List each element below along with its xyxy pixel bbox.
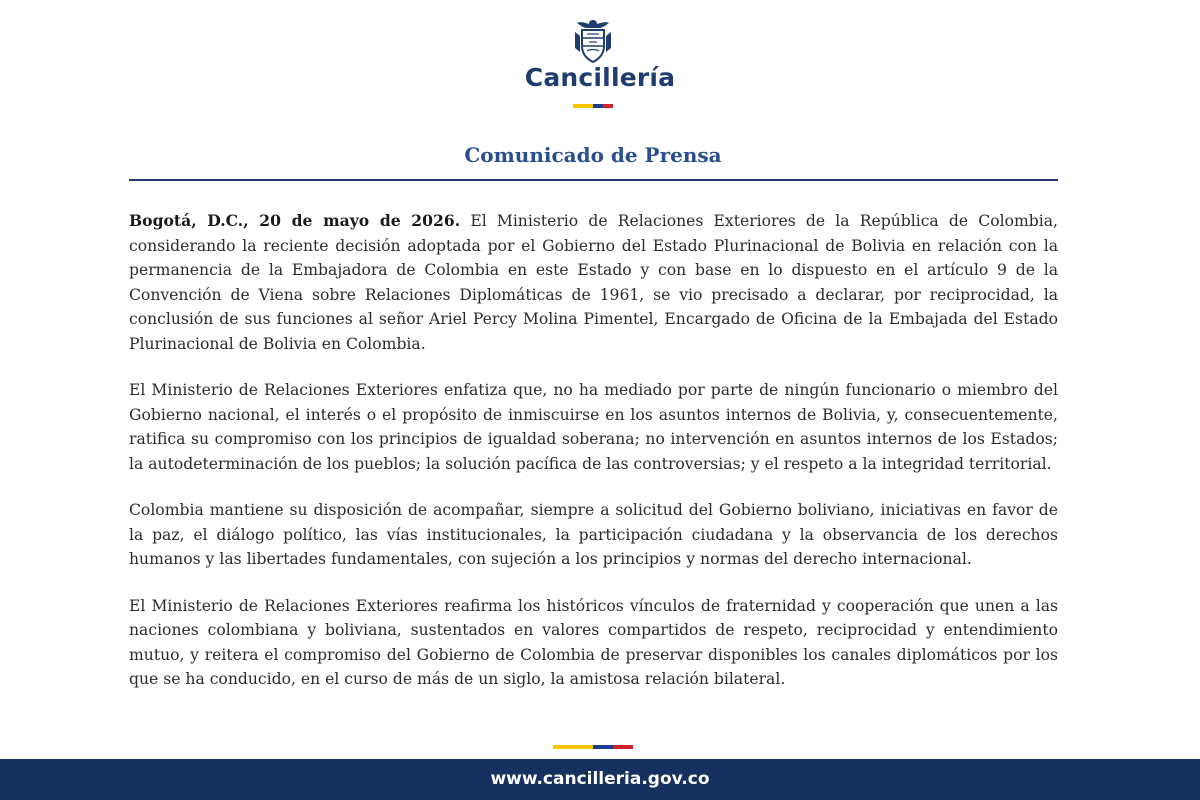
flag-red [603,104,613,108]
flag-yellow [573,104,593,108]
coat-of-arms-icon [571,18,615,64]
paragraph: Colombia mantiene su disposición de acompañar, siempre a solicitud del Gobierno boliviano, iniciativas en favor de la paz, el diálogo político, las vías institucionales, la participación ciudadana y la observancia de los derechos humanos y las libertades fundamentales, con sujeción a los principios y normas del derecho internacional. [129,501,1058,568]
website-link[interactable]: www.cancilleria.gov.co [490,769,710,789]
flag-blue [593,745,613,749]
flag-yellow [553,745,593,749]
dateline: Bogotá, D.C., 20 de mayo de 2026. [129,211,461,230]
flag-stripe [573,104,613,108]
paragraph: El Ministerio de Relaciones Exteriores enfatiza que, no ha mediado por parte de ningún funcionario o miembro del Gobierno nacional, el interés o el propósito de inmiscuirse en los asuntos internos de Bolivia, y, consecuentemente, ratifica su compromiso con los principios de igualdad soberana; no intervención en asuntos internos de los Estados; la autodeterminación de los pueblos; la solución pacífica de las controversias; y el respeto a la integridad territorial. [129,381,1058,473]
footer-bar [0,759,1200,800]
flag-stripe-bottom [553,745,633,749]
brand-wordmark: Cancillería [524,63,676,92]
title-divider [129,179,1058,181]
flag-red [613,745,633,749]
flag-blue [593,104,603,108]
press-release-body [129,209,1058,714]
paragraph-text: El Ministerio de Relaciones Exteriores de la República de Colombia, considerando la reciente decisión adoptada por el Gobierno del Estado Plurinacional de Bolivia en relación con la permanencia de la Embajadora de Colombia en este Estado y con base en lo dispuesto en el artículo 9 de la Convención de Viena sobre Relaciones Diplomáticas de 1961, se vio precisado a declarar, por reciprocidad, la conclusión de sus funciones al señor Ariel Percy Molina Pimentel, Encargado de Oficina de la Embajada del Estado Plurinacional de Bolivia en Colombia. [129,212,1058,353]
page-title: Comunicado de Prensa [464,143,722,167]
paragraph [129,209,1058,356]
paragraph: El Ministerio de Relaciones Exteriores reafirma los históricos vínculos de fraternidad y cooperación que unen a las naciones colombiana y boliviana, sustentados en valores compartidos de respeto, reciprocidad y entendimiento mutuo, y reitera el compromiso del Gobierno de Colombia de preservar disponibles los canales diplomáticos por los que se ha conducido, en el curso de más de un siglo, la amistosa relación bilateral. [129,596,1058,688]
